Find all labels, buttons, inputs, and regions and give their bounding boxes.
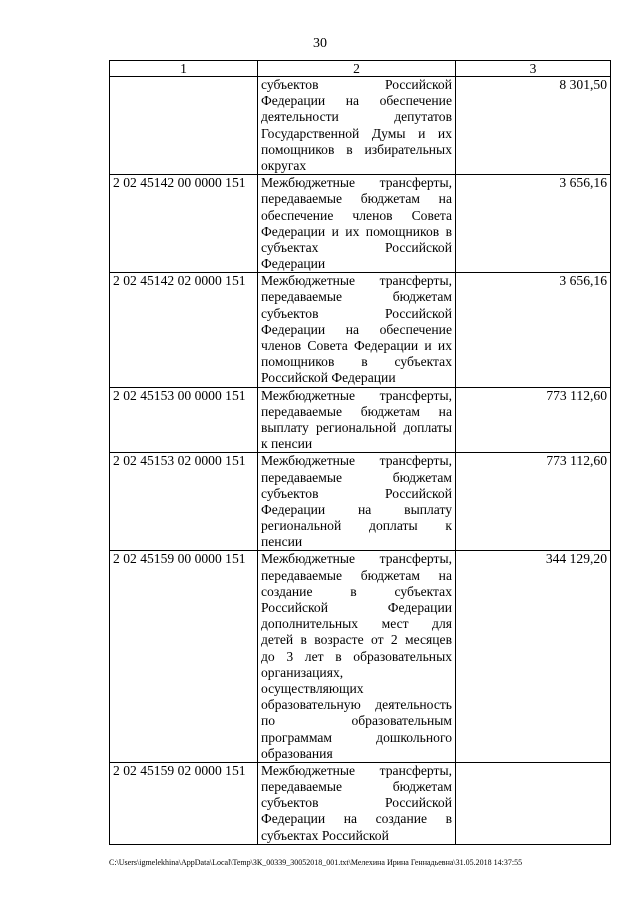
table-body [110,77,611,845]
description-line: Российской Федерации [261,370,396,386]
description-line: передаваемые бюджетам [261,469,452,485]
table-row [110,762,611,844]
page-number: 30 [313,36,327,51]
description-line: передаваемые бюджетам [261,779,452,795]
table-row [110,175,611,273]
description-cell [258,77,456,175]
description-line: программам дошкольного [261,729,452,745]
description-line: создание в субъектах [261,583,452,599]
table-row [110,273,611,387]
amount-cell: 344 129,20 [456,551,611,762]
table-row [110,453,611,551]
description-line: Федерации на обеспечение [261,321,452,337]
description-line: передаваемые бюджетам на [261,567,452,583]
table-row [110,77,611,175]
description-line: Федерации на выплату [261,501,452,517]
description-cell [258,273,456,387]
description-line: Федерации на создание в [261,811,452,827]
description-line: Федерации на обеспечение [261,93,452,109]
column-header-3: 3 [456,61,611,77]
description-line: Государственной Думы и их [261,125,452,141]
description-line: Межбюджетные трансферты, [261,453,452,469]
amount-cell [456,762,611,844]
description-line: передаваемые бюджетам на [261,191,452,207]
description-line: субъектов Российской [261,305,452,321]
budget-table [109,60,611,845]
description-line: детей в возрасте от 2 месяцев [261,632,452,648]
description-cell [258,387,456,453]
table-row [110,551,611,762]
description-line: дополнительных мест для [261,616,452,632]
description-line: субъектов Российской [261,795,452,811]
description-line: до 3 лет в образовательных [261,648,452,664]
description-line: деятельности депутатов [261,109,452,125]
description-line: Федерации [261,256,326,272]
description-cell [258,551,456,762]
description-line: субъектах Российской [261,239,452,255]
description-line: образовательную деятельность [261,697,452,713]
budget-code-cell: 2 02 45159 02 0000 151 [110,762,258,844]
description-line: обеспечение членов Совета [261,207,452,223]
description-line: Межбюджетные трансферты, [261,551,452,567]
description-line: округах [261,157,307,173]
description-line: субъектах Российской [261,827,389,843]
description-line: Межбюджетные трансферты, [261,273,452,289]
budget-code-cell: 2 02 45159 00 0000 151 [110,551,258,762]
description-line: пенсии [261,534,303,550]
description-line: образования [261,745,333,761]
table-header-row [110,61,611,77]
description-line: Межбюджетные трансферты, [261,175,452,191]
description-line: Федерации и их помощников в [261,223,452,239]
budget-code-cell: 2 02 45153 02 0000 151 [110,453,258,551]
description-line: помощников в избирательных [261,141,452,157]
description-cell [258,175,456,273]
description-cell [258,453,456,551]
column-header-2: 2 [258,61,456,77]
description-cell [258,762,456,844]
description-line: передаваемые бюджетам на [261,403,452,419]
budget-code-cell [110,77,258,175]
description-line: региональной доплаты к [261,518,452,534]
description-line: помощников в субъектах [261,354,452,370]
description-line: Межбюджетные трансферты, [261,387,452,403]
footer-file-path: C:\Users\igmelekhina\AppData\Local\Temp\ЗК_00339_30052018_001.txt\Мелехина Ирина Геннадьевна\31.05.2018 14:37:55 [109,858,523,867]
description-line: Межбюджетные трансферты, [261,762,452,778]
description-line: по образовательным [261,713,452,729]
amount-cell: 8 301,50 [456,77,611,175]
table-row [110,387,611,453]
budget-code-cell: 2 02 45153 00 0000 151 [110,387,258,453]
description-line: выплату региональной доплаты [261,419,452,435]
amount-cell: 773 112,60 [456,387,611,453]
description-line: членов Совета Федерации и их [261,338,452,353]
description-line: Российской Федерации [261,600,452,615]
description-line: к пенсии [261,436,313,452]
description-line: осуществляющих [261,680,364,696]
description-line: передаваемые бюджетам [261,289,452,305]
description-line: субъектов Российской [261,77,452,92]
budget-code-cell: 2 02 45142 00 0000 151 [110,175,258,273]
amount-cell: 3 656,16 [456,273,611,387]
budget-code-cell: 2 02 45142 02 0000 151 [110,273,258,387]
description-line: организациях, [261,664,344,680]
description-line: субъектов Российской [261,485,452,501]
column-header-1: 1 [110,61,258,77]
amount-cell: 3 656,16 [456,175,611,273]
amount-cell: 773 112,60 [456,453,611,551]
